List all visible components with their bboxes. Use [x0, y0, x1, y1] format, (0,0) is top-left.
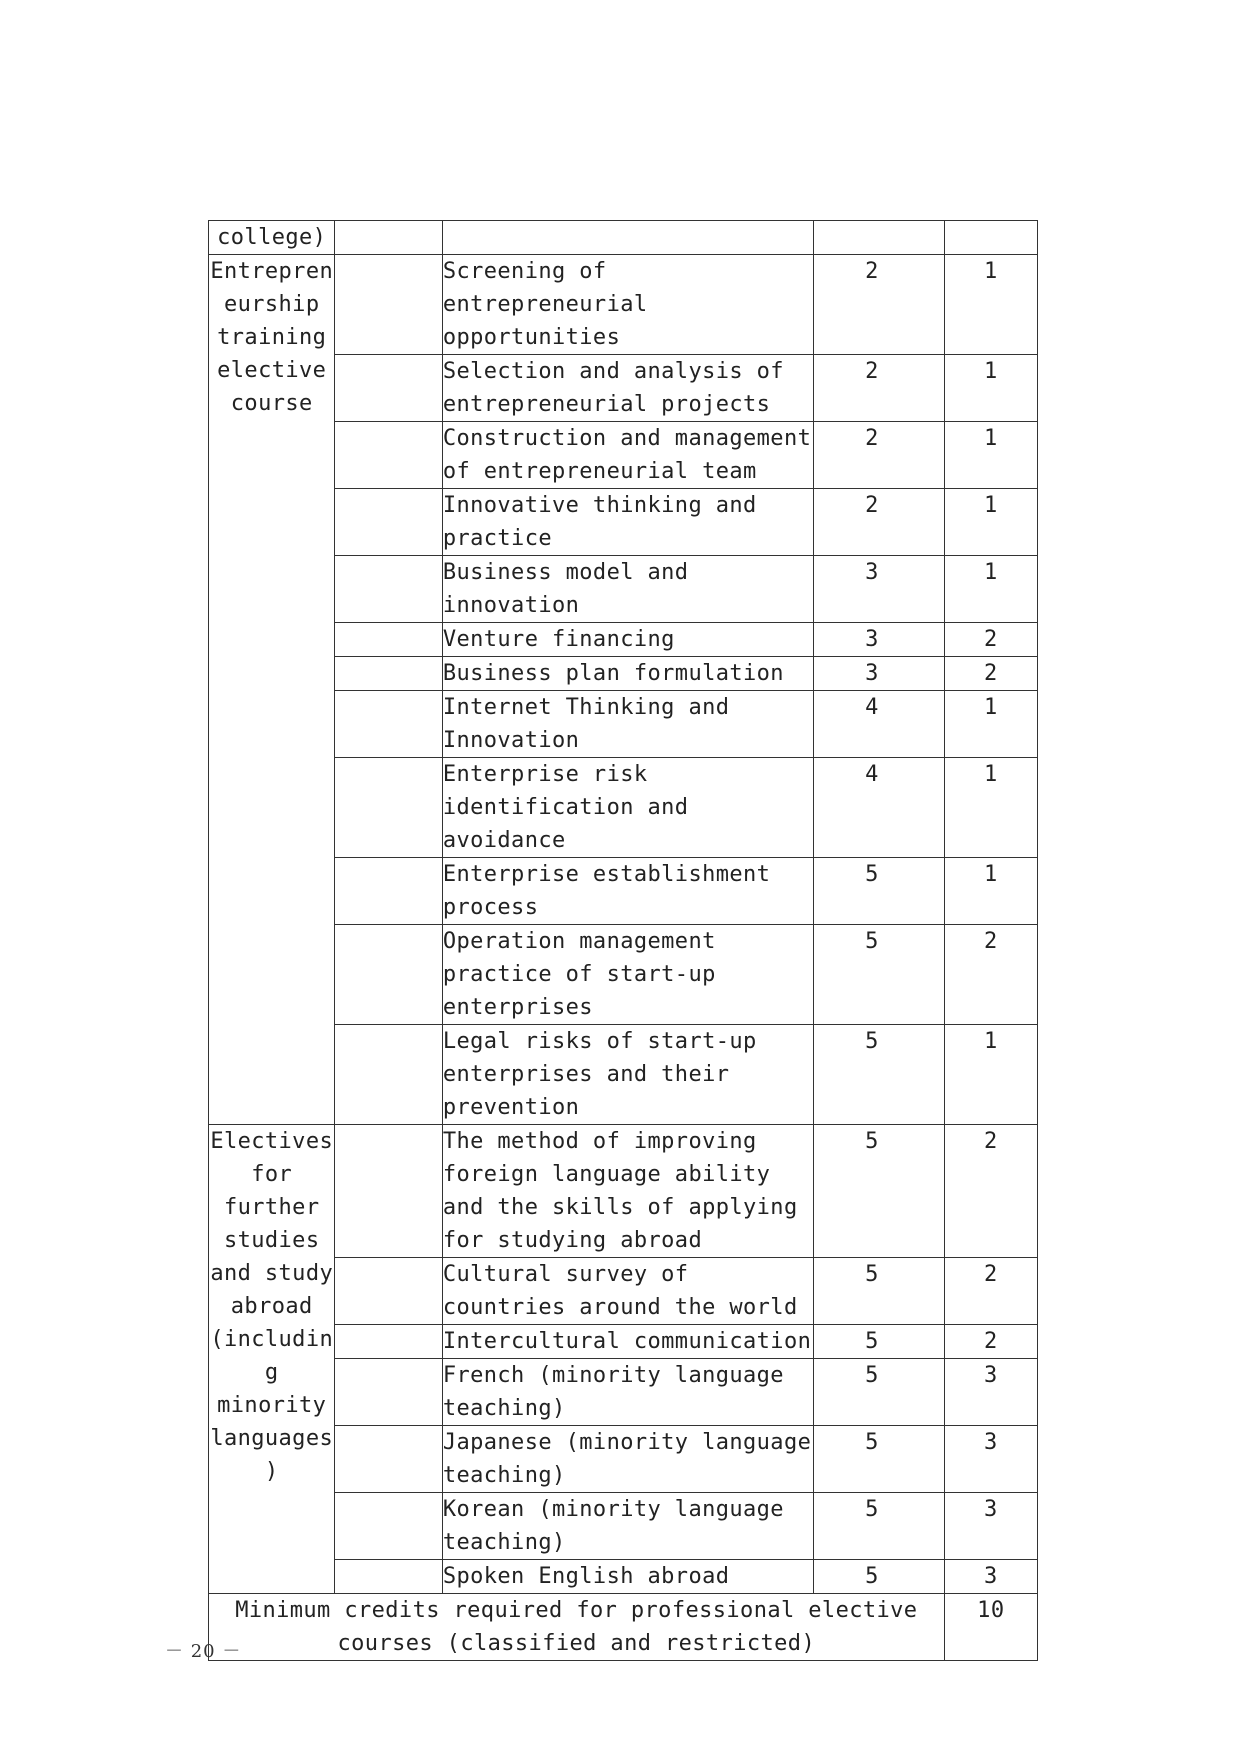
credits-cell: 3 — [944, 1426, 1037, 1493]
blank-cell — [335, 221, 442, 255]
blank-cell — [335, 556, 442, 623]
semester-cell: 5 — [814, 1125, 944, 1258]
credits-cell: 1 — [944, 489, 1037, 556]
course-name-cell: Selection and analysis of entrepreneurial projects — [442, 355, 813, 422]
blank-cell — [335, 422, 442, 489]
course-name-cell: French (minority language teaching) — [442, 1359, 813, 1426]
blank-cell — [335, 1560, 442, 1594]
credits-cell — [944, 221, 1037, 255]
blank-cell — [335, 1325, 442, 1359]
semester-cell: 5 — [814, 1493, 944, 1560]
semester-cell: 5 — [814, 1359, 944, 1426]
course-name-cell: Legal risks of start-up enterprises and their prevention — [442, 1025, 813, 1125]
blank-cell — [335, 858, 442, 925]
blank-cell — [335, 1359, 442, 1426]
blank-cell — [335, 255, 442, 355]
course-name-cell: Enterprise risk identification and avoidance — [442, 758, 813, 858]
semester-cell: 2 — [814, 355, 944, 422]
category-cell: Electives for further studies and study abroad (including minority languages) — [209, 1125, 335, 1594]
course-name-cell: Business model and innovation — [442, 556, 813, 623]
credits-cell: 2 — [944, 1258, 1037, 1325]
course-name-cell: Korean (minority language teaching) — [442, 1493, 813, 1560]
semester-cell: 5 — [814, 1325, 944, 1359]
blank-cell — [335, 657, 442, 691]
minimum-credits-label: Minimum credits required for professional elective courses (classified and restricted) — [209, 1594, 945, 1661]
credits-cell: 2 — [944, 1125, 1037, 1258]
credits-cell: 3 — [944, 1359, 1037, 1426]
continued-category-cell: college) — [209, 221, 335, 255]
minimum-credits-value: 10 — [944, 1594, 1037, 1661]
course-name-cell: Cultural survey of countries around the world — [442, 1258, 813, 1325]
semester-cell: 3 — [814, 623, 944, 657]
semester-cell: 5 — [814, 1258, 944, 1325]
continued-row — [209, 221, 1038, 255]
category-cell: Entrepreneurship training elective course — [209, 255, 335, 1125]
course-name-cell: Innovative thinking and practice — [442, 489, 813, 556]
semester-cell: 4 — [814, 691, 944, 758]
course-name-cell: Spoken English abroad — [442, 1560, 813, 1594]
blank-cell — [335, 925, 442, 1025]
credits-cell: 1 — [944, 422, 1037, 489]
course-name-cell: Screening of entrepreneurial opportunities — [442, 255, 813, 355]
course-name-cell: Venture financing — [442, 623, 813, 657]
credits-cell: 1 — [944, 255, 1037, 355]
blank-cell — [335, 1426, 442, 1493]
credits-cell: 2 — [944, 1325, 1037, 1359]
semester-cell: 5 — [814, 1426, 944, 1493]
minimum-credits-row — [209, 1594, 1038, 1661]
blank-cell — [335, 1258, 442, 1325]
course-name-cell: Japanese (minority language teaching) — [442, 1426, 813, 1493]
course-name-cell: Intercultural communication — [442, 1325, 813, 1359]
credits-cell: 1 — [944, 355, 1037, 422]
page-number: － 20 － — [165, 1641, 242, 1662]
blank-cell — [335, 489, 442, 556]
course-name-cell — [442, 221, 813, 255]
course-name-cell: Business plan formulation — [442, 657, 813, 691]
credits-cell: 2 — [944, 925, 1037, 1025]
blank-cell — [335, 758, 442, 858]
blank-cell — [335, 1025, 442, 1125]
blank-cell — [335, 355, 442, 422]
semester-cell: 2 — [814, 422, 944, 489]
credits-cell: 1 — [944, 556, 1037, 623]
semester-cell: 5 — [814, 1025, 944, 1125]
blank-cell — [335, 623, 442, 657]
table-row — [209, 255, 1038, 355]
course-name-cell: Construction and management of entrepreneurial team — [442, 422, 813, 489]
semester-cell: 5 — [814, 858, 944, 925]
elective-courses-table — [208, 220, 1038, 1661]
semester-cell: 5 — [814, 925, 944, 1025]
semester-cell: 5 — [814, 1560, 944, 1594]
course-name-cell: Internet Thinking and Innovation — [442, 691, 813, 758]
table-body — [209, 221, 1038, 1661]
semester-cell: 3 — [814, 556, 944, 623]
semester-cell — [814, 221, 944, 255]
semester-cell: 3 — [814, 657, 944, 691]
blank-cell — [335, 1493, 442, 1560]
course-name-cell: Enterprise establishment process — [442, 858, 813, 925]
course-name-cell: The method of improving foreign language ability and the skills of applying for studying abroad — [442, 1125, 813, 1258]
credits-cell: 2 — [944, 657, 1037, 691]
blank-cell — [335, 691, 442, 758]
semester-cell: 4 — [814, 758, 944, 858]
credits-cell: 1 — [944, 758, 1037, 858]
credits-cell: 2 — [944, 623, 1037, 657]
credits-cell: 3 — [944, 1560, 1037, 1594]
credits-cell: 1 — [944, 691, 1037, 758]
course-name-cell: Operation management practice of start-up enterprises — [442, 925, 813, 1025]
table-row — [209, 1125, 1038, 1258]
credits-cell: 1 — [944, 1025, 1037, 1125]
semester-cell: 2 — [814, 255, 944, 355]
blank-cell — [335, 1125, 442, 1258]
semester-cell: 2 — [814, 489, 944, 556]
credits-cell: 1 — [944, 858, 1037, 925]
credits-cell: 3 — [944, 1493, 1037, 1560]
